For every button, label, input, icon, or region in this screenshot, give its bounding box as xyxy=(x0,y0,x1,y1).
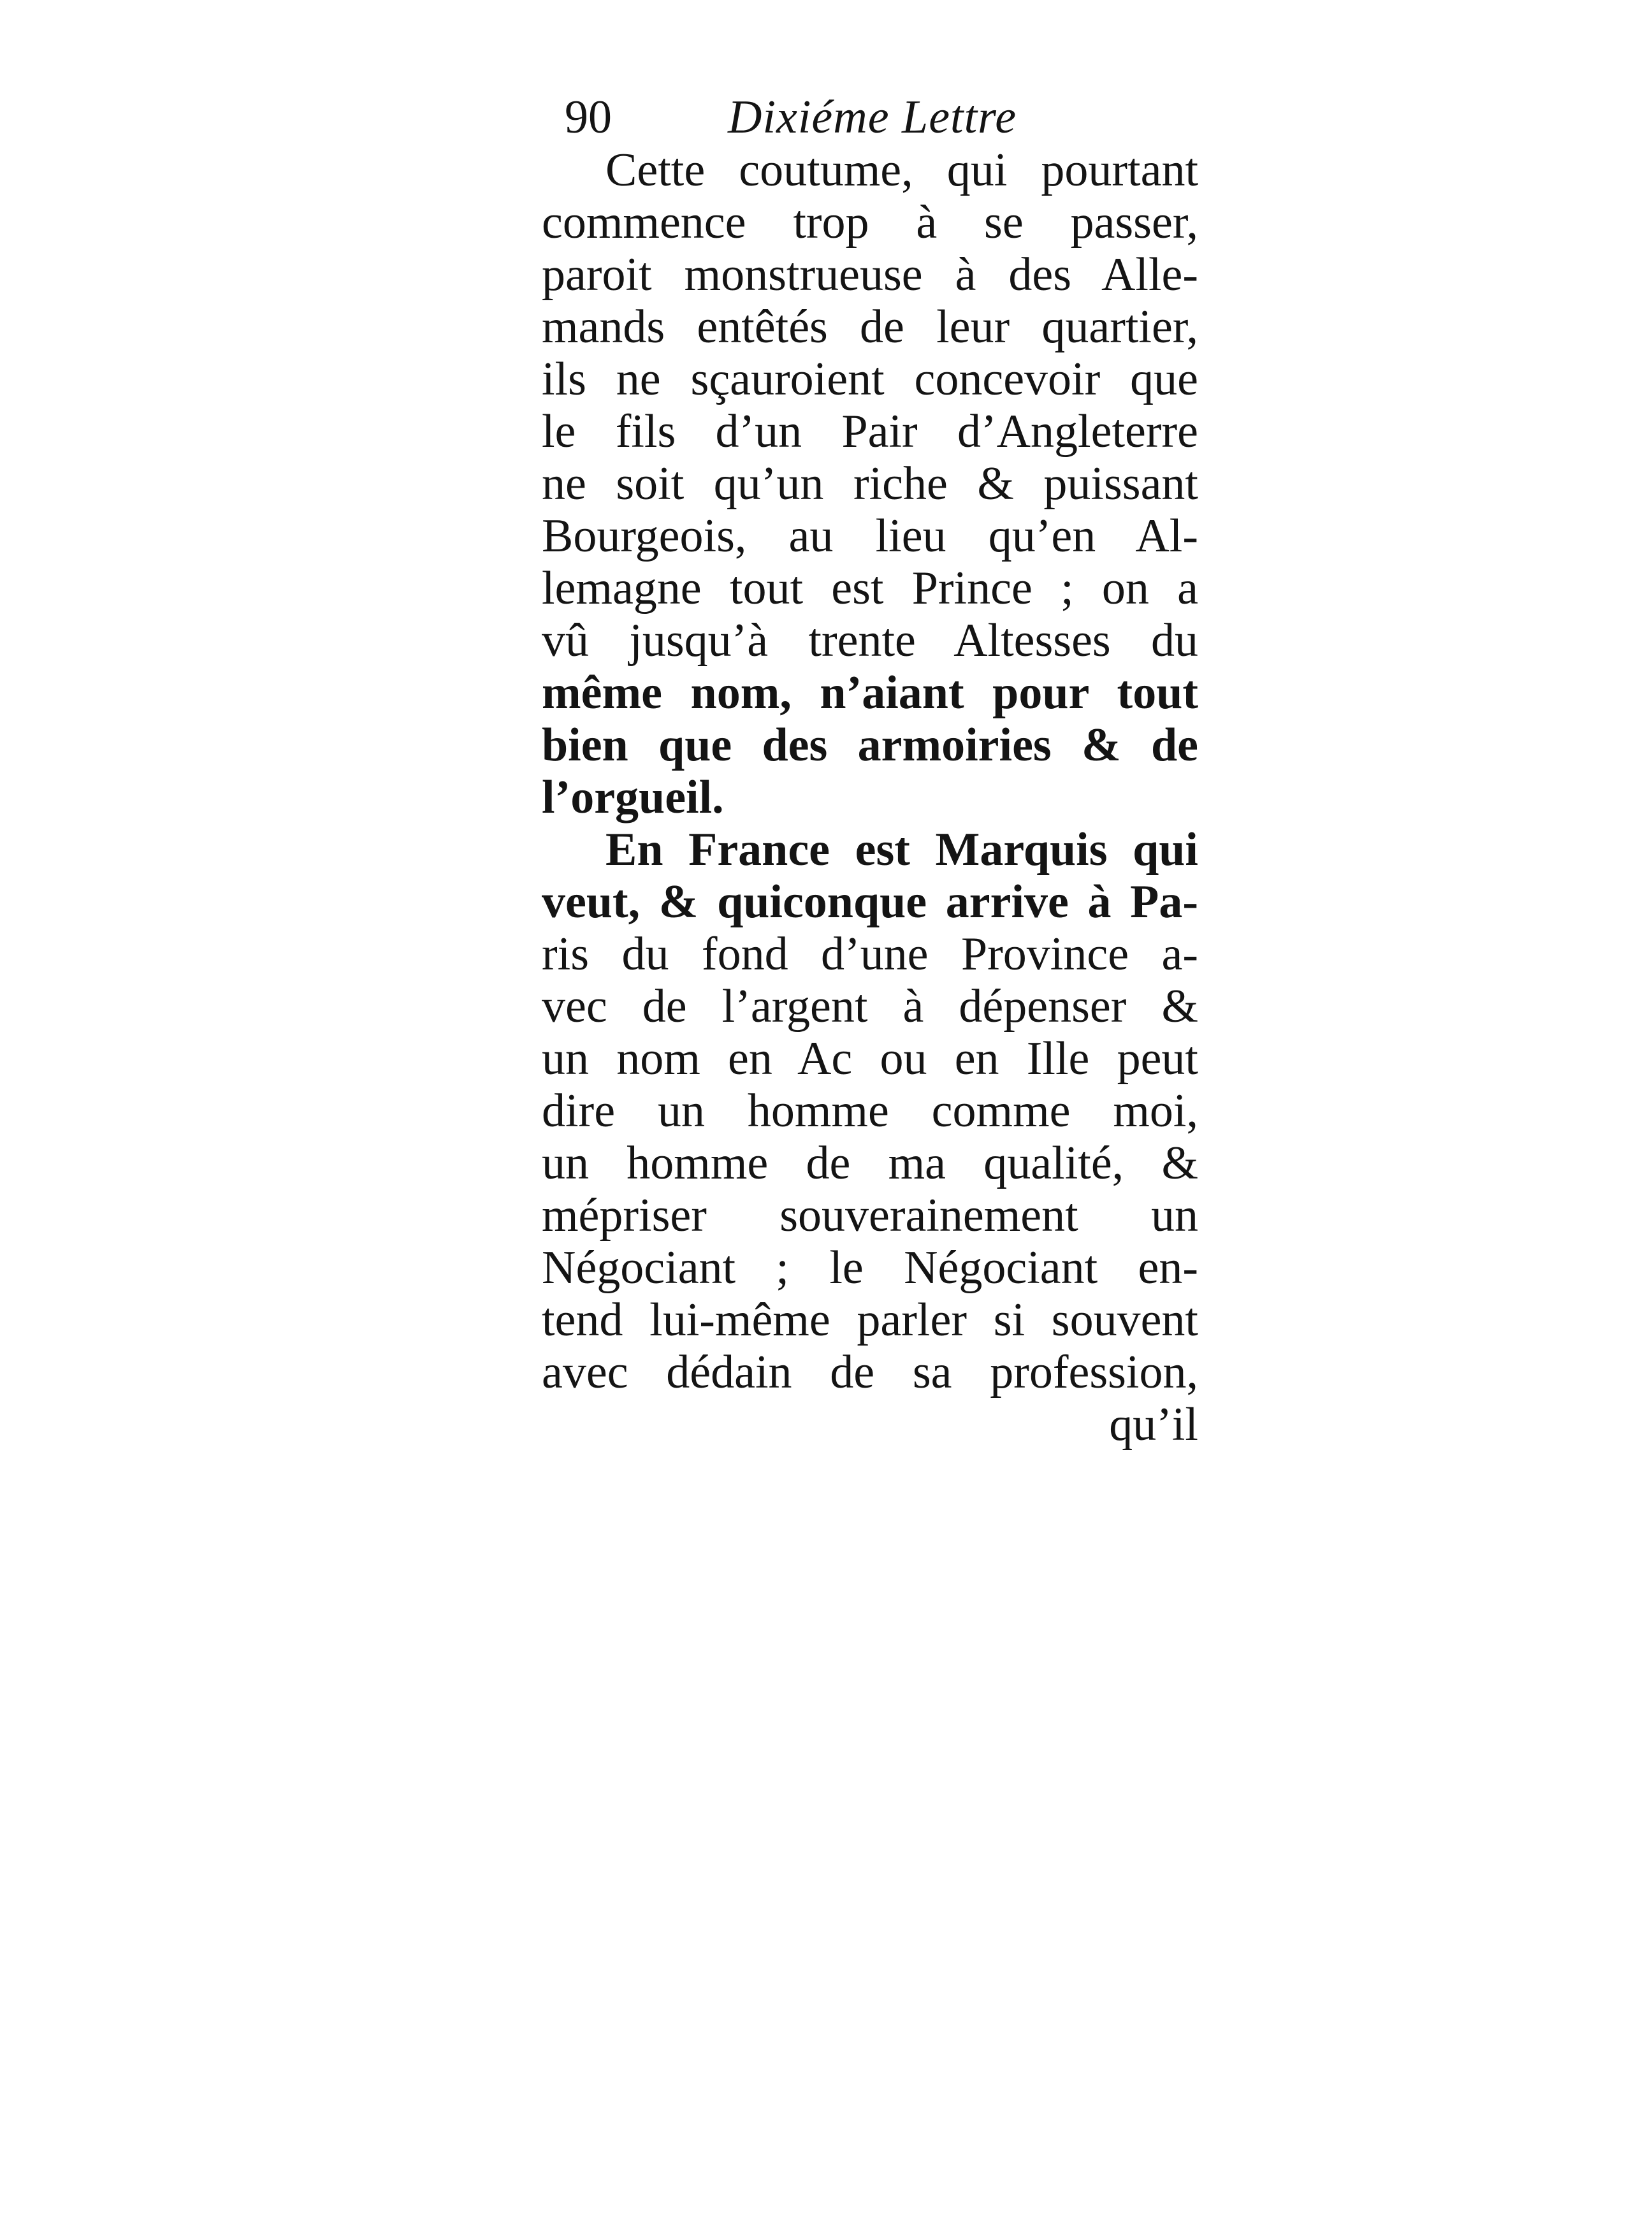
text-line: tend lui-même parler si souvent xyxy=(542,1294,1198,1346)
text-line: paroit monstrueuse à des Alle- xyxy=(542,249,1198,301)
page-number: 90 xyxy=(565,91,612,143)
text-line: mands entêtés de leur quartier, xyxy=(542,301,1198,353)
text-block xyxy=(542,83,1198,1451)
running-title: Dixiéme Lettre xyxy=(728,91,1017,143)
text-line: vû jusqu’à trente Altesses du xyxy=(542,614,1198,667)
text-line: mépriser souverainement un xyxy=(542,1189,1198,1242)
text-line: l’orgueil. xyxy=(542,771,724,824)
text-line: Bourgeois, au lieu qu’en Al- xyxy=(542,510,1198,562)
paragraph-1 xyxy=(542,144,1198,824)
text-line: En France est Marquis qui xyxy=(605,824,1198,876)
text-line: même nom, n’aiant pour tout xyxy=(542,667,1198,719)
text-line: un homme de ma qualité, & xyxy=(542,1137,1198,1189)
page-header xyxy=(542,83,1198,152)
text-line: veut, & quiconque arrive à Pa- xyxy=(542,876,1198,928)
text-line: bien que des armoiries & de xyxy=(542,719,1198,771)
paragraph-2 xyxy=(542,824,1198,1451)
text-line: commence trop à se passer, xyxy=(542,196,1198,249)
text-line: le fils d’un Pair d’Angleterre xyxy=(542,405,1198,458)
text-line: lemagne tout est Prince ; on a xyxy=(542,562,1198,614)
text-line: ris du fond d’une Province a- xyxy=(542,928,1198,980)
text-line: avec dédain de sa profession, xyxy=(542,1346,1198,1398)
text-line: Négociant ; le Négociant en- xyxy=(542,1242,1198,1294)
text-line: vec de l’argent à dépenser & xyxy=(542,980,1198,1033)
text-line: dire un homme comme moi, xyxy=(542,1085,1198,1137)
catchword: qu’il xyxy=(1109,1398,1198,1451)
text-line: ne soit qu’un riche & puissant xyxy=(542,458,1198,510)
text-line: ils ne sçauroient concevoir que xyxy=(542,353,1198,405)
text-line: un nom en Ac ou en Ille peut xyxy=(542,1033,1198,1085)
text-line: Cette coutume, qui pourtant xyxy=(605,144,1198,196)
